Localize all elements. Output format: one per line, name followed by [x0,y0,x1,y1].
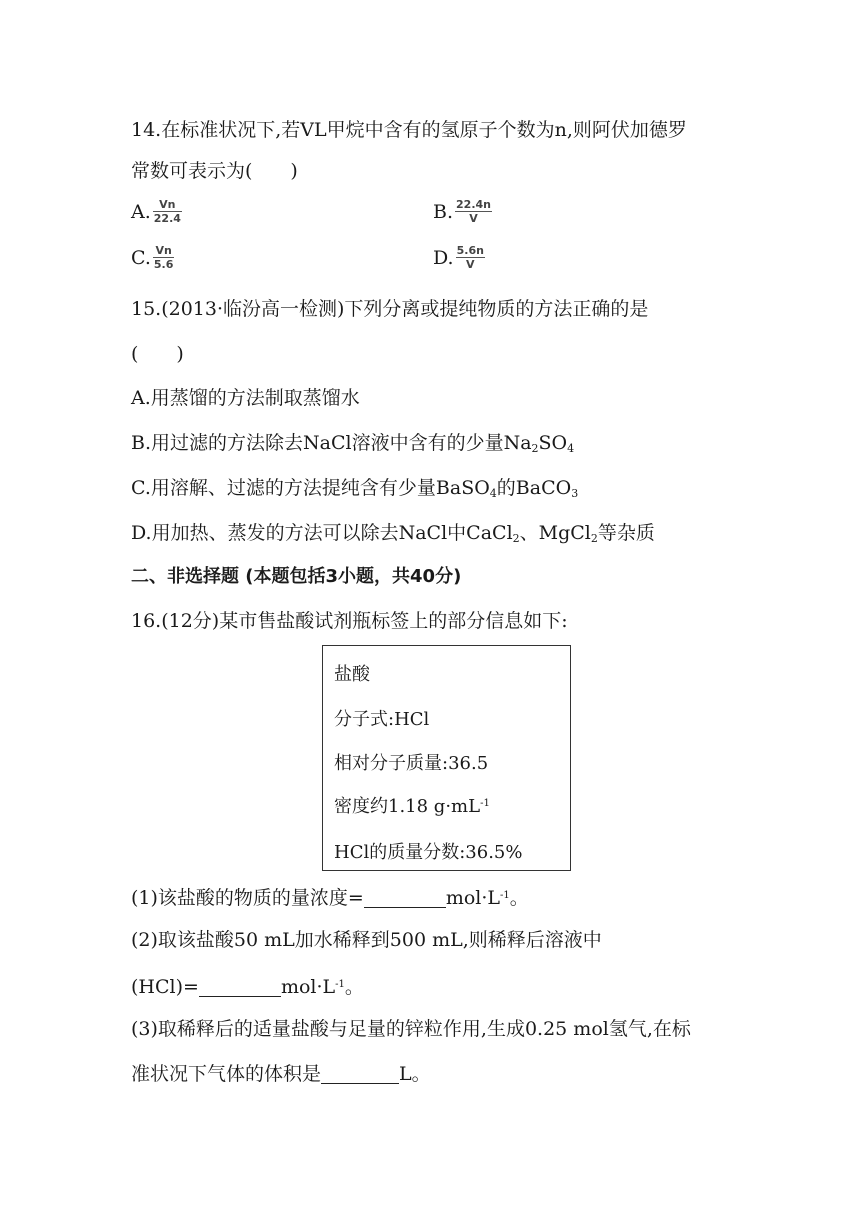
q16-part-2-line1: (2)取该盐酸50 mL加水稀释到500 mL,则稀释后溶液中 [131,929,602,951]
option-letter: D. [433,246,454,269]
part-end: 。 [344,976,364,998]
denominator: V [469,212,478,225]
label-mass-fraction: HCl的质量分数:36.5% [334,842,523,863]
q16-part-1 [131,883,529,911]
option-text: 的BaCO [496,477,572,499]
label-density [334,792,490,818]
numerator: Vn [155,244,172,257]
fraction [153,198,182,225]
subscript: 3 [571,487,579,500]
option-text: 、MgCl [519,522,591,544]
option-text: D.用加热、蒸发的方法可以除去NaCl中CaCl [131,522,513,544]
subscript: 2 [512,532,520,545]
q14-option-b[interactable] [433,198,492,225]
superscript: -1 [335,979,345,990]
superscript: -1 [500,890,510,901]
q16-part-3-line1: (3)取稀释后的适量盐酸与足量的锌粒作用,生成0.25 mol氢气,在标 [131,1018,691,1040]
q14-stem-line2: 常数可表示为( ) [131,160,298,182]
answer-blank-2[interactable] [199,978,281,997]
option-text: B.用过滤的方法除去NaCl溶液中含有的少量Na [131,432,532,454]
denominator: 22.4 [153,212,181,225]
q15-option-b[interactable] [131,430,574,462]
q15-option-d[interactable] [131,520,655,552]
part-end: L。 [399,1063,431,1085]
unit-text: mol·L [280,976,336,998]
part-text: (HCl)= [131,976,199,998]
q14-stem-line1: 14.在标准状况下,若VL甲烷中含有的氢原子个数为n,则阿伏加德罗 [131,119,687,141]
part-text: 准状况下气体的体积是 [131,1063,322,1085]
numerator: 5.6n [456,244,484,257]
label-molar-mass: 相对分子质量:36.5 [334,753,489,774]
unit-text: mol·L [445,887,501,909]
answer-blank-3[interactable] [321,1065,399,1084]
q15-option-c[interactable] [131,475,578,507]
option-letter: B. [433,200,454,223]
denominator: V [466,258,475,271]
subscript: 4 [489,487,497,500]
numerator: 22.4n [456,198,491,211]
option-text: C.用溶解、过滤的方法提纯含有少量BaSO [131,477,490,499]
q15-stem-line1: 15.(2013·临汾高一检测)下列分离或提纯物质的方法正确的是 [131,298,649,320]
answer-blank-1[interactable] [364,889,446,908]
part-end: 。 [509,887,529,909]
fraction [153,244,175,271]
q16-part-2-line2 [131,972,364,1000]
q16-intro: 16.(12分)某市售盐酸试剂瓶标签上的部分信息如下: [131,610,568,632]
q14-option-a[interactable] [131,198,182,225]
option-letter: A. [131,200,151,223]
subscript: 2 [531,442,539,455]
part-text: (1)该盐酸的物质的量浓度= [131,887,364,909]
fraction [455,198,492,225]
q15-option-a[interactable]: A.用蒸馏的方法制取蒸馏水 [131,387,360,409]
section-heading: 二、非选择题 (本题包括3小题，共40分) [131,566,462,587]
subscript: 4 [567,442,575,455]
option-letter: C. [131,246,151,269]
superscript: -1 [480,798,490,809]
subscript: 2 [590,532,598,545]
q15-stem-line2: ( ) [131,343,184,365]
reagent-label-box [322,645,571,871]
q14-option-d[interactable] [433,244,485,271]
label-formula: 分子式:HCl [334,709,430,730]
option-text: SO [538,432,568,454]
fraction [456,244,485,271]
q16-part-3-line2 [131,1061,431,1087]
density-text: 密度约1.18 g·mL [334,796,481,817]
option-text: 等杂质 [597,522,655,544]
label-name: 盐酸 [334,664,370,685]
q14-option-c[interactable] [131,244,174,271]
denominator: 5.6 [153,258,174,271]
numerator: Vn [159,198,176,211]
